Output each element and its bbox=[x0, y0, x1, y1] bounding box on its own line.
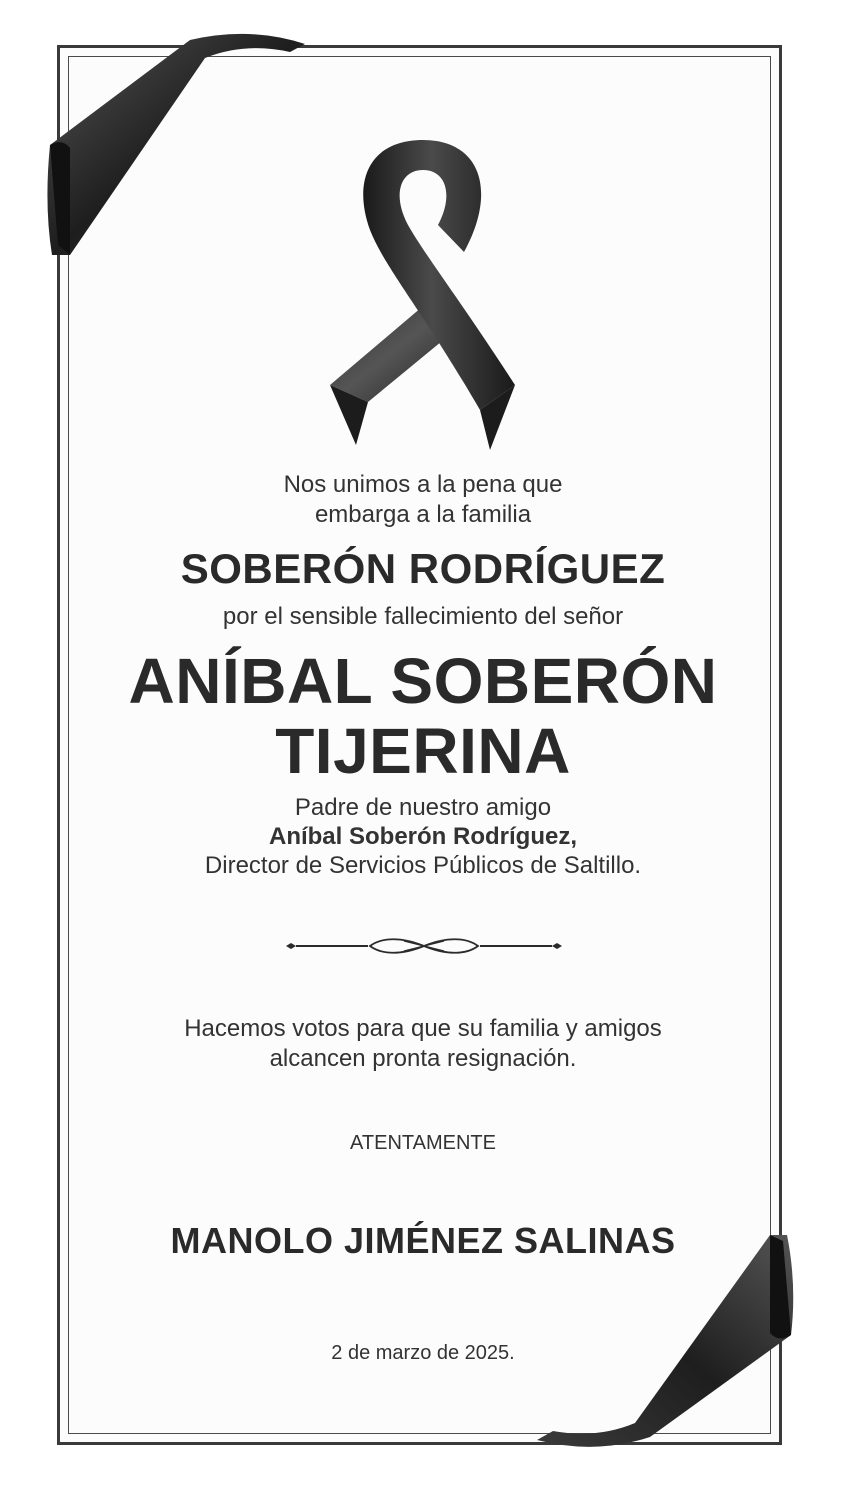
relation-text bbox=[60, 793, 786, 880]
passing-text: por el sensible fallecimiento del señor bbox=[222, 603, 624, 630]
intro-text bbox=[60, 470, 786, 530]
deceased-name-line-1: ANÍBAL SOBERÓN bbox=[128, 645, 718, 717]
closing-text: ATENTAMENTE bbox=[350, 1132, 496, 1154]
intro-line-2: embarga a la familia bbox=[314, 501, 532, 528]
signer-name: MANOLO JIMÉNEZ SALINAS bbox=[170, 1220, 676, 1261]
wishes-text bbox=[60, 1014, 786, 1074]
ornament-divider-icon bbox=[286, 935, 562, 957]
corner-ribbon-icon bbox=[525, 1225, 800, 1455]
corner-ribbon-icon bbox=[40, 30, 310, 260]
intro-line-1: Nos unimos a la pena que bbox=[283, 471, 563, 498]
deceased-name bbox=[60, 646, 786, 786]
relation-line-3: Director de Servicios Públicos de Saltillo. bbox=[204, 852, 642, 879]
date-text: 2 de marzo de 2025. bbox=[331, 1342, 515, 1364]
wishes-line-2: alcancen pronta resignación. bbox=[269, 1045, 577, 1072]
relation-line-2: Aníbal Soberón Rodríguez, bbox=[268, 823, 577, 850]
wishes-line-1: Hacemos votos para que su familia y amigos bbox=[184, 1015, 662, 1042]
relation-line-1: Padre de nuestro amigo bbox=[294, 794, 552, 821]
mourning-ribbon-icon bbox=[330, 140, 516, 450]
deceased-name-line-2: TIJERINA bbox=[275, 715, 571, 787]
family-name: SOBERÓN RODRÍGUEZ bbox=[180, 545, 666, 592]
